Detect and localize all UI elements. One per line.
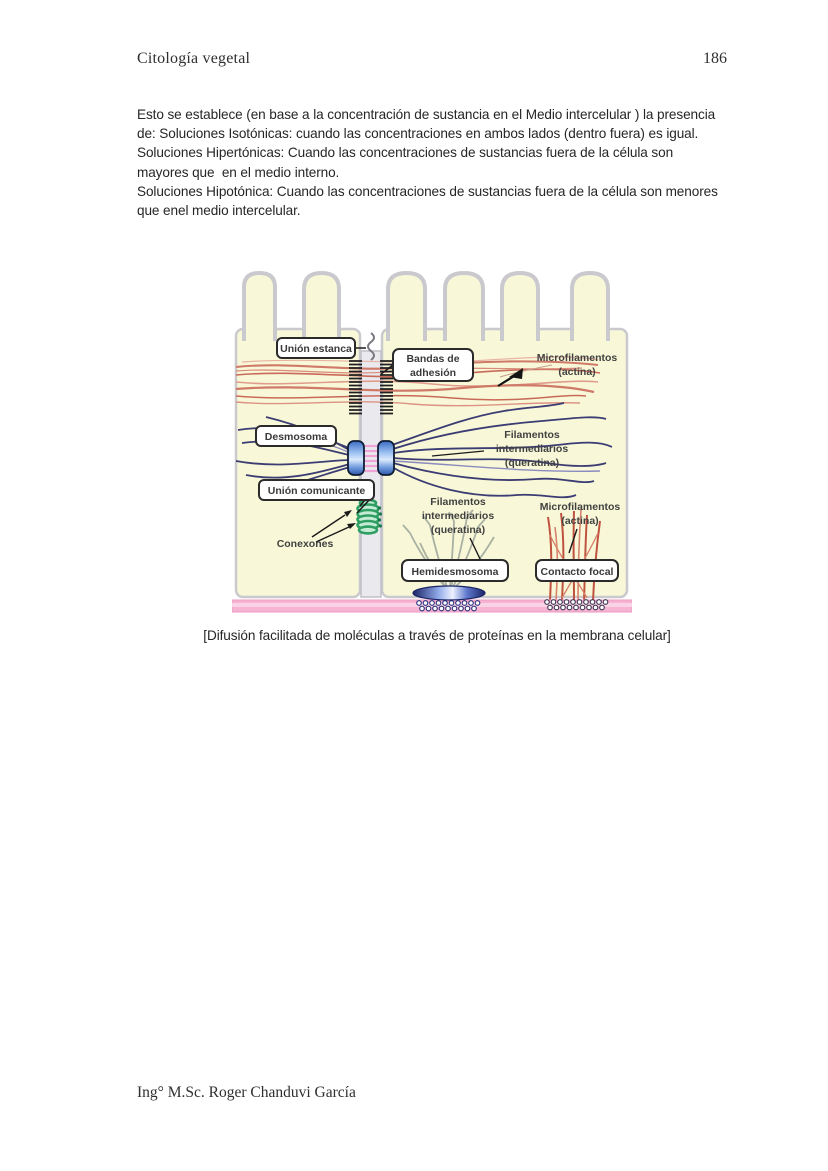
body-line: Soluciones Hipotónica: Cuando las concentraciones de sustancias fuera de la célula son menores [137, 183, 718, 199]
body-line: mayores que en el medio interno. [137, 164, 340, 180]
body-line: que enel medio intercelular. [137, 203, 301, 219]
body-line: Esto se establece (en base a la concentración de sustancia en el Medio intercelular ) la presencia [137, 107, 716, 122]
label-union-comunicante: Unión comunicante [267, 485, 366, 497]
figure-caption: [Difusión facilitada de moléculas a través de proteínas en la membrana celular] [203, 628, 671, 643]
intercellular-channel [361, 351, 381, 597]
body-line: Soluciones Hipertónicas: Cuando las concentraciones de sustancias fuera de la célula son [137, 145, 674, 161]
label-microfilamentos-actina-bottom-line1: Microfilamentos [539, 501, 621, 513]
label-desmosoma: Desmosoma [264, 431, 328, 443]
label-bandas-adhesion-line1: Bandas de [406, 353, 460, 365]
label-filamentos-intermediarios-right-line2: intermediarios [495, 443, 569, 455]
label-conexones: Conexones [276, 538, 334, 550]
label-filamentos-intermediarios-right-line1: Filamentos [504, 429, 560, 441]
label-filamentos-intermediarios-center-line1: Filamentos [430, 496, 486, 508]
label-contacto-focal: Contacto focal [540, 566, 614, 578]
header-page-number: 186 [703, 50, 727, 67]
label-filamentos-intermediarios-right-line3: (queratina) [504, 457, 560, 469]
cell-junction-diagram [232, 265, 632, 613]
label-filamentos-intermediarios-center-line2: intermediarios [421, 510, 495, 522]
label-microfilamentos-actina-top-line1: Microfilamentos [536, 352, 618, 364]
label-filamentos-intermediarios-center-line3: (queratina) [430, 524, 486, 536]
label-bandas-adhesion-line2: adhesión [409, 367, 457, 379]
label-microfilamentos-actina-bottom-line2: (actina) [561, 515, 599, 527]
footer-author: Ing° M.Sc. Roger Chanduvi García [137, 1084, 356, 1101]
body-paragraph [137, 105, 718, 220]
label-microfilamentos-actina-top-line2: (actina) [558, 366, 596, 378]
body-line: de: Soluciones Isotónicas: cuando las concentraciones en ambos lados (dentro fuera) es igual. [137, 126, 699, 142]
label-union-estanca: Unión estanca [280, 343, 352, 355]
hemidesmosome-plaque [413, 586, 485, 611]
header-title: Citología vegetal [137, 50, 251, 67]
label-hemidesmosoma: Hemidesmosoma [411, 566, 499, 578]
